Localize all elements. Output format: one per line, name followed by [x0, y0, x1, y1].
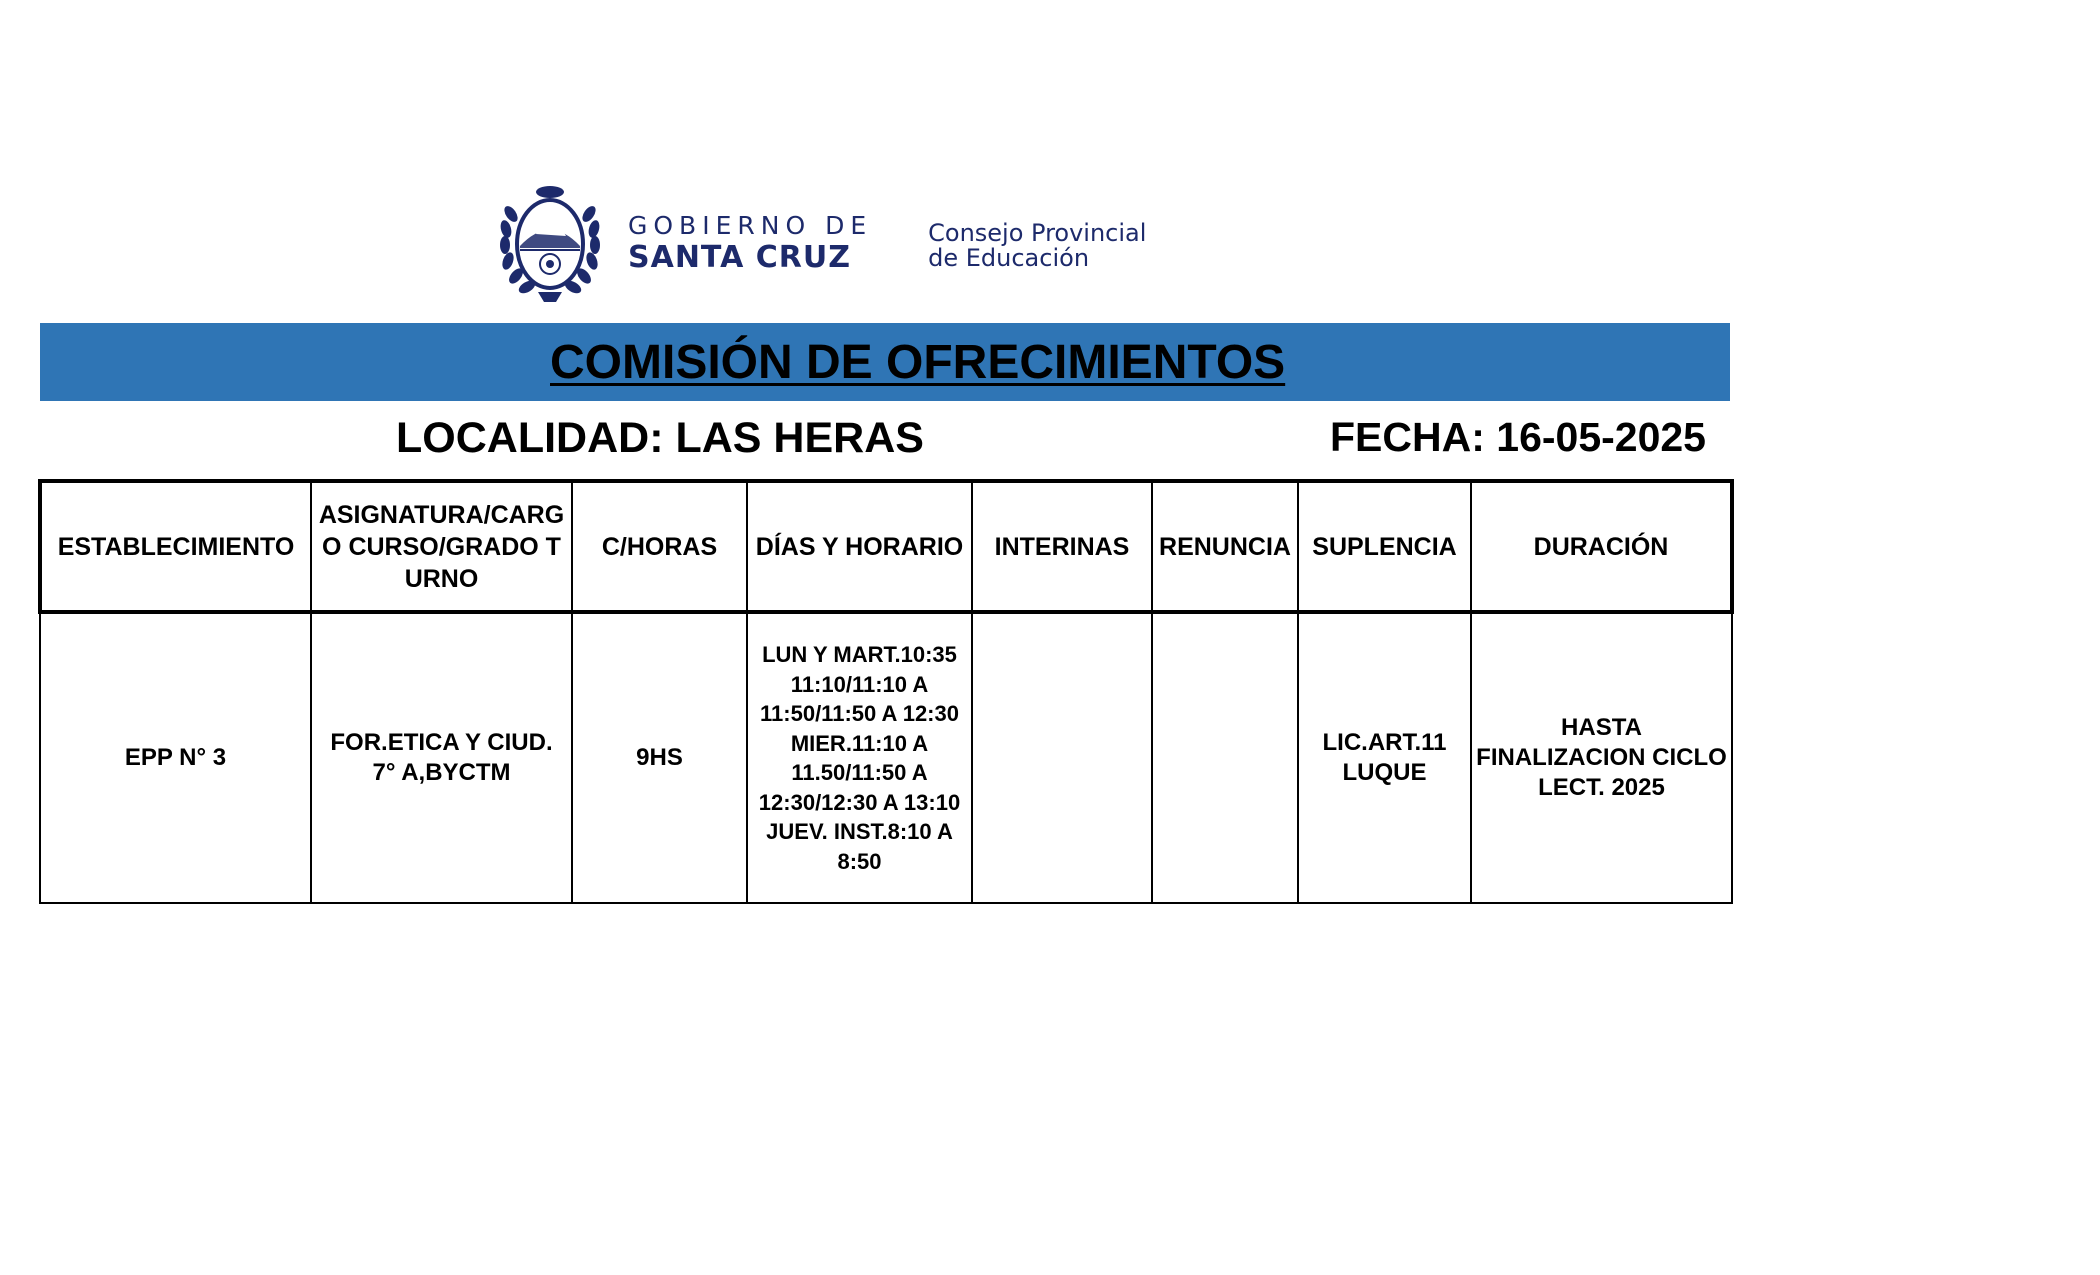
- santa-cruz-seal-icon: [498, 184, 602, 304]
- cell-establecimiento: EPP N° 3: [40, 612, 311, 903]
- government-wordmark: [628, 212, 872, 276]
- header-duracion: DURACIÓN: [1471, 481, 1732, 612]
- gov-line1: GOBIERNO DE: [628, 211, 873, 240]
- council-wordmark: [928, 217, 1146, 271]
- council-line2: de Educación: [928, 244, 1090, 272]
- council-line1: Consejo Provincial: [928, 219, 1147, 247]
- cell-suplencia: LIC.ART.11 LUQUE: [1298, 612, 1471, 903]
- header-interinas: INTERINAS: [972, 481, 1152, 612]
- cell-interinas: [972, 612, 1152, 903]
- gov-line2: SANTA CRUZ: [628, 240, 851, 275]
- offers-table: [38, 479, 1734, 904]
- header-horario: DÍAS Y HORARIO: [747, 481, 972, 612]
- cell-horas: 9HS: [572, 612, 747, 903]
- cell-asignatura: FOR.ETICA Y CIUD. 7° A,BYCTM: [311, 612, 572, 903]
- cell-renuncia: [1152, 612, 1298, 903]
- header-suplencia: SUPLENCIA: [1298, 481, 1471, 612]
- header-logos: [498, 184, 1146, 304]
- page-title: COMISIÓN DE OFRECIMIENTOS: [550, 336, 1286, 389]
- table-row: [40, 612, 1732, 903]
- cell-duracion: HASTA FINALIZACION CICLO LECT. 2025: [1471, 612, 1732, 903]
- header-establecimiento: ESTABLECIMIENTO: [40, 481, 311, 612]
- header-renuncia: RENUNCIA: [1152, 481, 1298, 612]
- header-horas: C/HORAS: [572, 481, 747, 612]
- cell-horario: LUN Y MART.10:35 11:10/11:10 A 11:50/11:50 A 12:30 MIER.11:10 A 11.50/11:50 A 12:30/12:30 A 13:10 JUEV. INST.8:10 A 8:50: [747, 612, 972, 903]
- table-header-row: [40, 481, 1732, 612]
- header-asignatura: ASIGNATURA/CARGO CURSO/GRADO TURNO: [311, 481, 572, 612]
- title-banner: [40, 323, 1730, 401]
- date-label: FECHA: 16-05-2025: [1330, 414, 1706, 460]
- locality-label: LOCALIDAD: LAS HERAS: [396, 414, 924, 462]
